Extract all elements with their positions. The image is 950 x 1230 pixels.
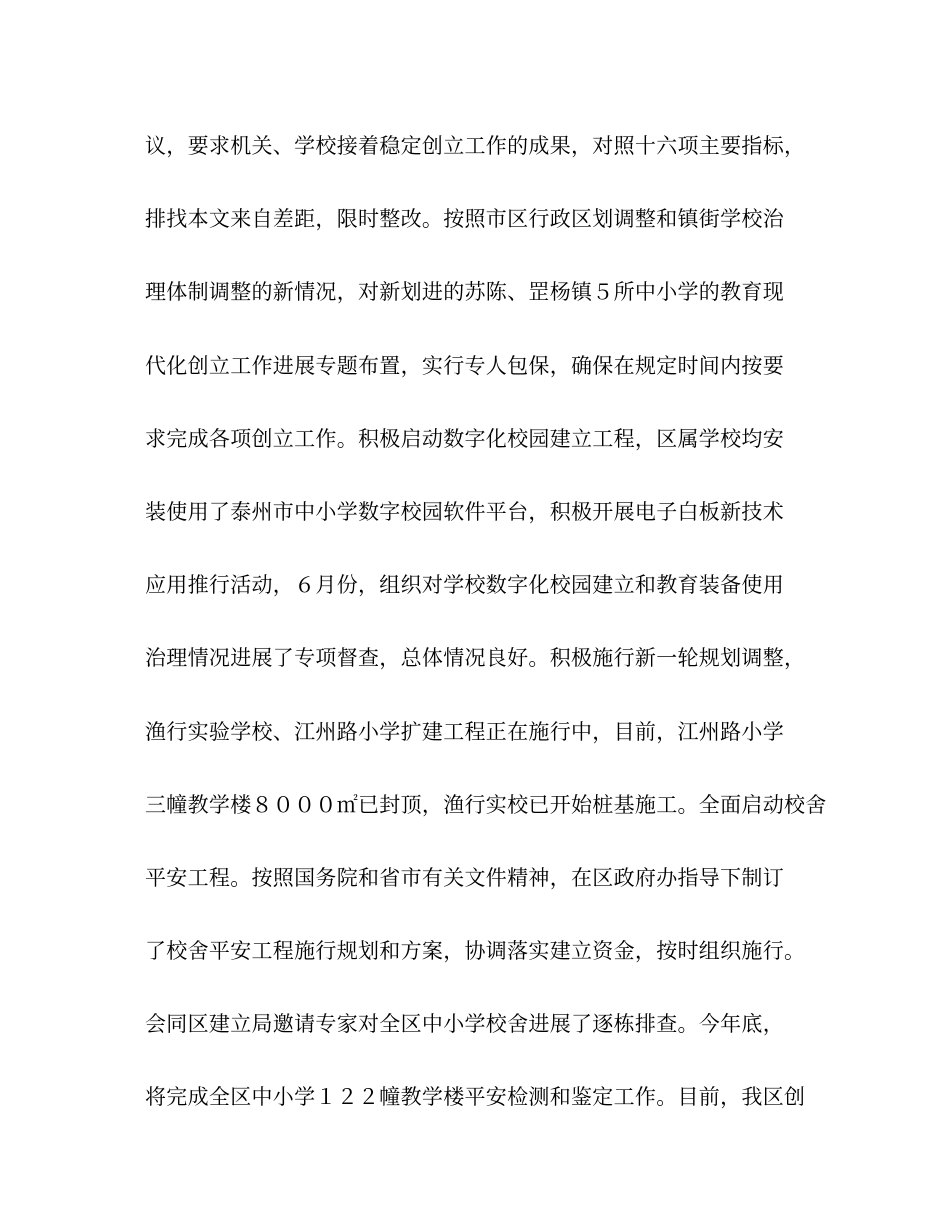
text-line: 三幢教学楼８０００㎡已封顶，渔行实校已开始桩基施工。全面启动校舍	[145, 792, 827, 817]
text-line: 求完成各项创立工作。积极启动数字化校园建立工程，区属学校均安	[145, 426, 784, 451]
text-line: 议，要求机关、学校接着稳定创立工作的成果，对照十六项主要指标，	[145, 134, 806, 158]
text-line: 平安工程。按照国务院和省市有关文件精神，在区政府办指导下制订	[145, 865, 784, 890]
text-line: 装使用了泰州市中小学数字校园软件平台，积极开展电子白板新技术	[145, 499, 784, 524]
text-line: 应用推行活动，６月份，组织对学校数字化校园建立和教育装备使用	[145, 573, 784, 598]
text-line: 渔行实验学校、江州路小学扩建工程正在施行中，目前，江州路小学	[145, 719, 784, 744]
text-line: 了校舍平安工程施行规划和方案，协调落实建立资金，按时组织施行。	[145, 939, 806, 964]
text-line: 排找本文来自差距，限时整改。按照市区行政区划调整和镇街学校治	[145, 207, 784, 232]
text-line: 治理情况进展了专项督查，总体情况良好。积极施行新一轮规划调整，	[145, 646, 806, 671]
text-line: 理体制调整的新情况，对新划进的苏陈、罡杨镇５所中小学的教育现	[145, 280, 784, 305]
body-text	[145, 126, 825, 1151]
text-line: 代化创立工作进展专题布置，实行专人包保，确保在规定时间内按要	[145, 353, 784, 378]
text-line: 会同区建立局邀请专家对全区中小学校舍进展了逐栋排查。今年底，	[145, 1012, 784, 1037]
text-line: 将完成全区中小学１２２幢教学楼平安检测和鉴定工作。目前，我区创	[145, 1085, 806, 1110]
